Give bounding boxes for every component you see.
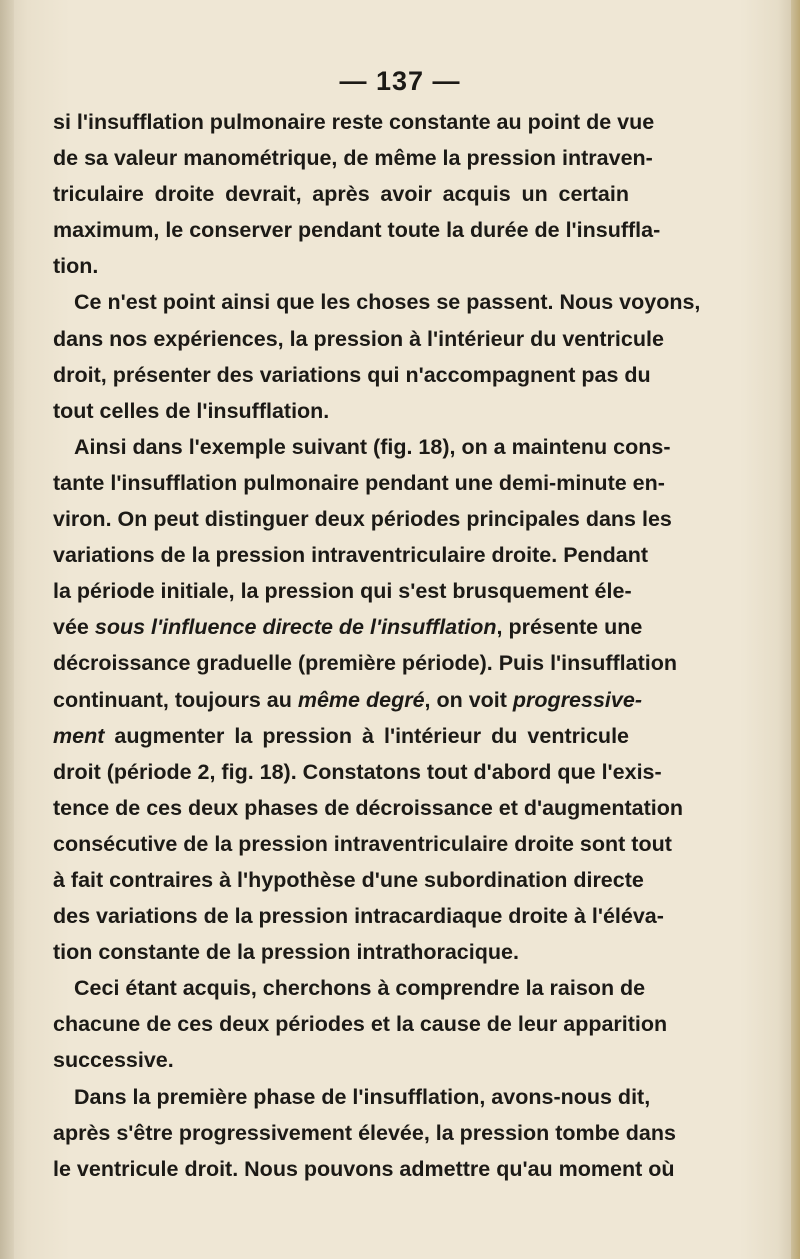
text-line: consécutive de la pression intraventriculaire droite sont tout (53, 831, 672, 856)
text-run: , on voit (424, 687, 513, 712)
text-run: augmenter la pression à l'intérieur du ventricule (104, 723, 629, 748)
text-line: tence de ces deux phases de décroissance et d'augmentation (53, 795, 684, 820)
text-line: tion. (53, 254, 99, 279)
text-line: la période initiale, la pression qui s'est brusquement éle- (53, 579, 632, 604)
italic-run: progressive- (512, 687, 642, 712)
text-line: des variations de la pression intracardiaque droite à l'éléva- (53, 904, 664, 929)
text-line: triculaire droite devrait, après avoir acquis un certain (53, 182, 629, 207)
text-line: de sa valeur manométrique, de même la pression intraven- (53, 146, 653, 171)
italic-run: même degré (297, 687, 425, 712)
page-edge (791, 0, 800, 1259)
page-binding-shadow (0, 0, 14, 1259)
text-line: viron. On peut distinguer deux périodes principales dans les (53, 507, 672, 532)
text-line: droit (période 2, fig. 18). Constatons tout d'abord que l'exis- (53, 759, 662, 784)
text-line: chacune de ces deux périodes et la cause de leur apparition (53, 1012, 668, 1037)
text-line: tout celles de l'insufflation. (53, 398, 330, 423)
italic-run: sous l'influence directe de l'insufflation (94, 615, 497, 640)
text-line: Ainsi dans l'exemple suivant (fig. 18), on a maintenu cons- (74, 434, 671, 459)
text-line: droit, présenter des variations qui n'accompagnent pas du (53, 362, 651, 387)
text-line: si l'insufflation pulmonaire reste constante au point de vue (53, 110, 655, 134)
text-run: , présente une (496, 615, 643, 640)
body-text (53, 104, 701, 1187)
italic-run: ment (53, 723, 105, 748)
text-line (53, 718, 629, 754)
text-line: décroissance graduelle (première période). Puis l'insufflation (53, 651, 678, 676)
text-line (53, 609, 643, 645)
text-line: à fait contraires à l'hypothèse d'une subordination directe (53, 867, 644, 892)
text-line: tion constante de la pression intrathoracique. (53, 940, 519, 965)
page-number-header: — 137 — (339, 66, 461, 96)
text-run: vée (53, 615, 95, 640)
text-line: Ce n'est point ainsi que les choses se passent. Nous voyons, (74, 290, 701, 315)
text-line: Dans la première phase de l'insufflation, avons-nous dit, (74, 1084, 651, 1109)
text-line: dans nos expériences, la pression à l'intérieur du ventricule (53, 326, 664, 351)
text-line: après s'être progressivement élevée, la pression tombe dans (53, 1120, 676, 1145)
text-line: tante l'insufflation pulmonaire pendant une demi-minute en- (53, 470, 665, 495)
text-line (53, 682, 642, 718)
text-line: maximum, le conserver pendant toute la durée de l'insuffla- (53, 218, 661, 243)
text-line: Ceci étant acquis, cherchons à comprendre la raison de (74, 976, 646, 1001)
text-line: successive. (53, 1048, 174, 1073)
text-line: variations de la pression intraventriculaire droite. Pendant (53, 543, 649, 568)
text-line: le ventricule droit. Nous pouvons admettre qu'au moment où (53, 1156, 675, 1181)
text-run: continuant, toujours au (53, 687, 298, 712)
